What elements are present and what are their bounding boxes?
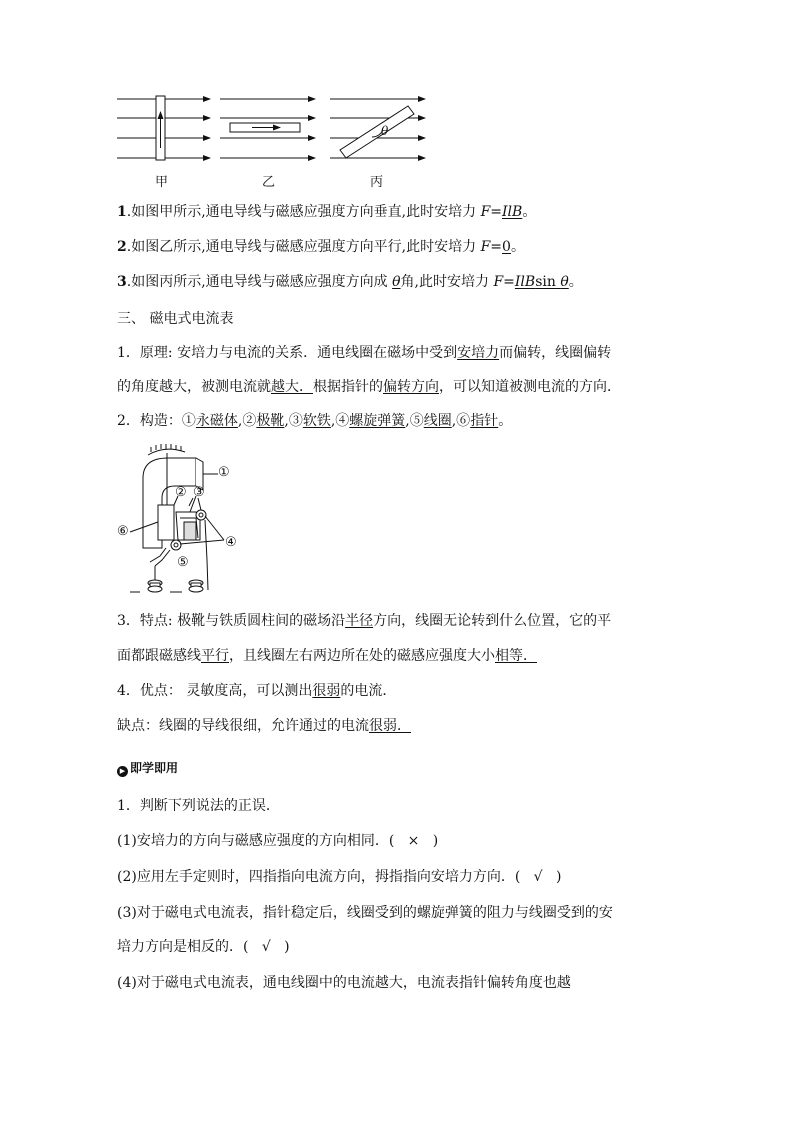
feature-line-2: 面都跟磁感线平行，且线圈左右两边所在处的磁感应强度大小相等． — [117, 648, 537, 664]
judge-q3-line-2: 培力方向是相反的．( √ ) — [117, 939, 290, 955]
disadvantage-line: 缺点：线圈的导线很细，允许通过的电流很弱． — [117, 718, 411, 734]
principle-line-1: 1．原理: 安培力与电流的关系．通电线圈在磁场中受到安培力而偏转，线圈偏转 — [117, 345, 612, 361]
section-title: 三、 磁电式电流表 — [117, 311, 234, 327]
judge-q2: (2)应用左手定则时，四指指向电流方向，拇指指向安培力方向．( √ ) — [117, 869, 562, 885]
structure-line: 2．构造：①永磁体,②极靴,③软铁,④螺旋弹簧,⑤线圈,⑥指针。 — [117, 413, 513, 429]
advantage-line: 4．优点： 灵敏度高，可以测出很弱的电流． — [117, 683, 397, 699]
caption-bing: 丙 — [370, 175, 384, 190]
judge-q4-line-1: (4)对于磁电式电流表，通电线圈中的电流越大，电流表指针偏转角度也越 — [117, 975, 571, 991]
play-icon: ▶ — [117, 766, 128, 777]
label-2: ② — [175, 485, 187, 500]
label-6: ⑥ — [117, 524, 129, 539]
caption-jia: 甲 — [155, 175, 169, 190]
judge-q1: (1)安培力的方向与磁感应强度的方向相同．( × ) — [117, 833, 439, 849]
label-1: ① — [218, 465, 230, 480]
label-5: ⑤ — [177, 555, 189, 570]
item-3: 3.如图丙所示,通电导线与磁感应强度方向成 θ角,此时安培力 F=IlBsin θ。 — [117, 274, 583, 290]
principle-line-2: 的角度越大，被测电流就越大．根据指针的偏转方向，可以知道被测电流的方向． — [117, 379, 621, 395]
caption-yi: 乙 — [262, 175, 276, 190]
judge-intro: 1．判断下列说法的正误． — [117, 798, 280, 814]
practice-heading: ▶ 即学即用 — [117, 759, 694, 777]
item-2: 2.如图乙所示,通电导线与磁感应强度方向平行,此时安培力 F=0。 — [117, 239, 525, 255]
label-3: ③ — [193, 485, 205, 500]
theta-label: θ — [381, 124, 389, 138]
item-1: 1.如图甲所示,通电导线与磁感应强度方向垂直,此时安培力 F=IlB。 — [117, 204, 537, 220]
judge-q3-line-1: (3)对于磁电式电流表，指针稳定后，线圈受到的螺旋弹簧的阻力与线圈受到的安 — [117, 905, 613, 921]
feature-line-1: 3．特点: 极靴与铁质圆柱间的磁场沿半径方向，线圈无论转到什么位置，它的平 — [117, 613, 612, 629]
label-4: ④ — [225, 535, 237, 550]
